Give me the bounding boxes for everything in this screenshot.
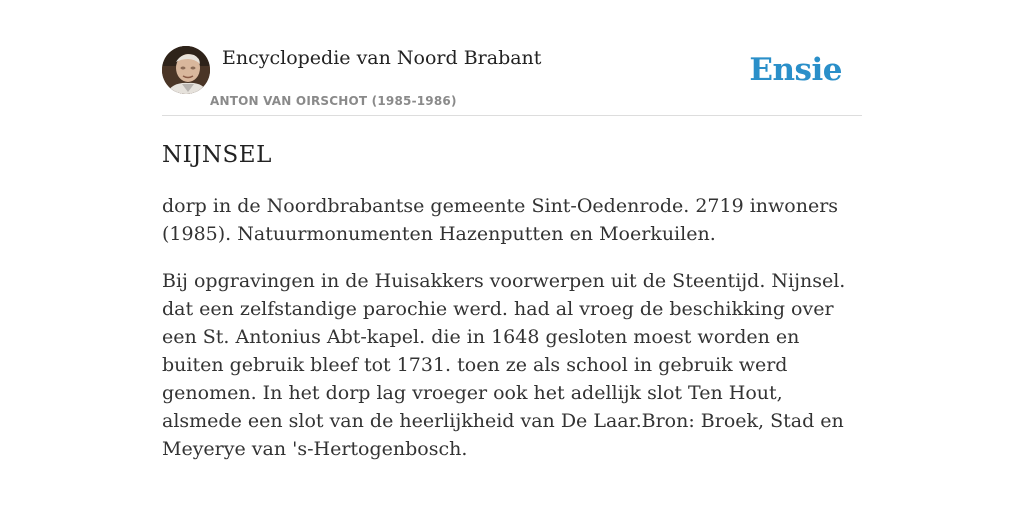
entry-header [162,46,862,116]
entry-paragraph: dorp in de Noordbrabantse gemeente Sint-Oedenrode. 2719 inwoners (1985). Natuurmonumenten Hazenputten en Moerkuilen. [162,195,839,245]
source-title[interactable]: Encyclopedie van Noord Brabant [222,47,542,69]
entry-title: NIJNSEL [162,142,272,168]
entry-body [162,192,862,482]
ensie-logo[interactable]: Ensie [749,52,842,88]
author-avatar[interactable] [162,46,210,94]
author-name[interactable]: ANTON VAN OIRSCHOT (1985-1986) [210,94,457,108]
author-portrait-icon [162,46,210,94]
entry-paragraph: Bij opgravingen in de Huisakkers voorwerpen uit de Steentijd. Nijnsel. dat een zelfstandige parochie werd. had al vroeg de beschikking over een St. Antonius Abt-kapel. die in 1648 gesloten moest worden en buiten gebruik bleef tot 1731. toen ze als school in gebruik werd genomen. In het dorp lag vroeger ook het adellijk slot Ten Hout, alsmede een slot van de heerlijkheid van De Laar.Bron: Broek, Stad en Meyerye van 's-Hertogenbosch. [162,270,846,460]
